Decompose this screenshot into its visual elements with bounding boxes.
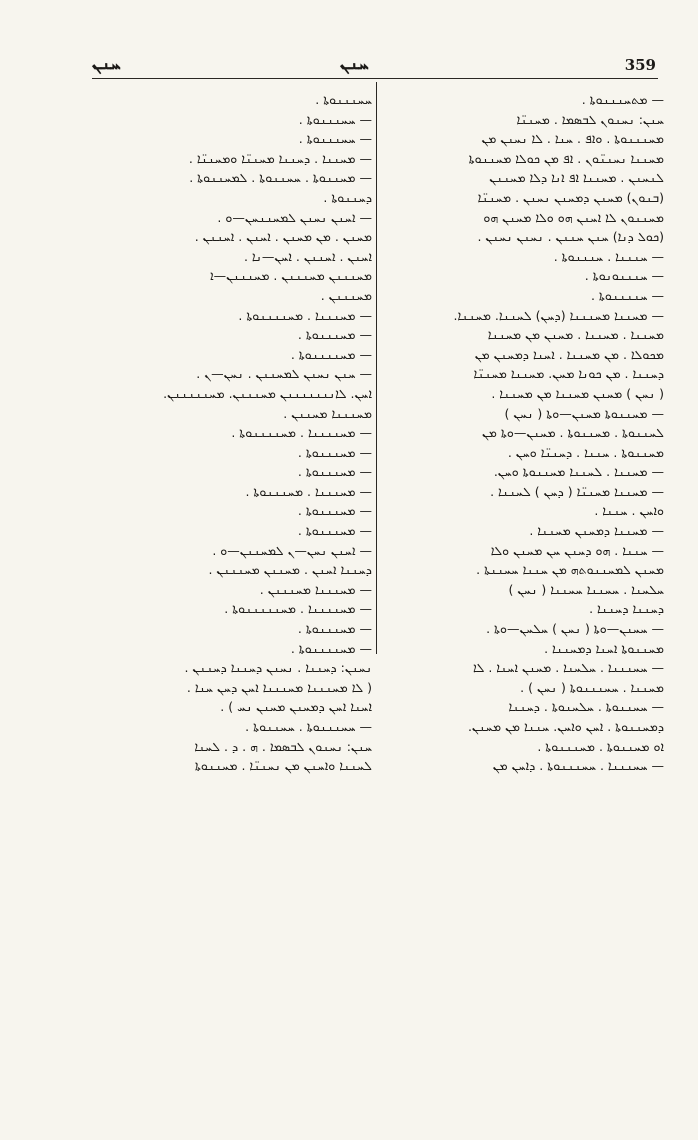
text-line: ܚܠܚܢܐ . ܚܚܢܢܐ ܚܚܢܢܐ ( ܢܚܢ )	[508, 581, 664, 597]
text-line: ܠܚܢܢܘܬܐ . ܡܚܢܢܘܬܐ . ܡܚܢܢ—ܘܬܐ ܡܢ	[481, 425, 664, 441]
text-line: ܡܚܢܢܢܘܬܐ . ܘܐܦ . ܚܢܐ . ܠܐ ܢܚܢܢ ܡܢ	[481, 131, 664, 147]
text-line: ܡܚܢܢܢܐ ܡܚܢܢܢ .	[283, 405, 372, 421]
text-line: — ܚܚܢܢܢܘܬܐ .	[298, 111, 372, 127]
text-line: ܡܚܢܢܐ ܢܚܢܢ̈ܘܢ . ܐܦ ܡܢ ܟܘܠܐ ܡܚܢܢܘܬܐ	[468, 150, 664, 166]
text-line: ܕܚܢܢܐ ܕܚܢܢܐ .	[589, 601, 664, 617]
right-column	[384, 90, 664, 776]
text-line: ܚܚܢܢܢܘܬܐ .	[315, 92, 372, 107]
text-line: — ܡܚܢܢܢܐ . ܡܚܢܢܢܘܬܐ .	[245, 483, 372, 499]
text-line: ܐܚܢܐ ܐܚܢ ܕܡܚܢܢ ܡܚܢܢ ܢܚ ) .	[220, 699, 372, 715]
text-line: — ܡܚܢܢܢܢܐ . ܡܚܢܢܢܢܢܘܬܐ .	[224, 601, 372, 617]
text-line: ܡܚܢܢܘܢ ܠܐ ܐܚܢܢ ܗܘ ܘܠܐ ܡܚܢܢ ܗܘ	[483, 209, 664, 225]
text-line: — ܚܢܢܐ . ܗܘ ܕܚܢܢ ܚܢ ܡܚܢܢ ܘܠܐ	[490, 542, 664, 558]
text-line: ܡܚܢܢܢܢ ܡܚܢܢܢܢ . ܡܚܢܢܢܢ—ܐ	[210, 268, 372, 284]
text-line: ܐܘ ܡܚܢܢܘܬܐ . ܡܚܢܢܢܘܬܐ .	[537, 738, 664, 754]
text-line: — ܚܚܢܢܢܐ . ܚܚܢܢܢܘܬܐ . ܕܐܚܢ ܡܢ	[492, 758, 664, 774]
text-line: ܕܚܢܢܘܬܐ .	[323, 189, 372, 205]
text-line: — ܚܚܢܢܘܬܐ . ܚܠܚܢܘܬܐ . ܕܚܢܢܐ	[508, 699, 664, 715]
text-line: — ܚܚܢܢܢܘܬܐ . ܚܚܢܢܘܬܐ .	[245, 719, 372, 734]
text-line: ܡܚܢܢܢܢ .	[320, 287, 372, 303]
text-line: — ܡܚܢܢܐ ܡܚܢܢ̈ܐ ( ܕܚܢ ) ܠܚܢܢܐ .	[490, 483, 664, 499]
text-line: — ܚܢܢܢܢܘܬܐ .	[590, 287, 664, 303]
text-line: ܕܡܚܢܢܘܬܐ . ܐܚܢ ܘܐܚܢ. ܚܢܢܐ ܡܢ ܡܚܢܢ.	[467, 719, 664, 734]
running-head-center: ܚܢܢ	[340, 54, 369, 74]
text-line: — ܡܬܚܢܢܢܘܬܐ .	[581, 92, 664, 107]
header-rule	[92, 78, 658, 79]
text-line: — ܡܚܢܢܐ ܡܚܢܢܢܐ (ܕܚܢ) ܠܚܢܢܐ. ܡܚܢܢܐ.	[453, 307, 664, 323]
page-header	[0, 0, 698, 74]
text-line: ܡܚܢܢ ܠܡܚܢܢܘܬܗ ܡܢ ܚܢܢܐ ܚܚܢܢܬܐ .	[476, 562, 664, 578]
text-line: ܡܚܢܢܐ . ܡܚܢܢܐ . ܡܚܢܢ ܡܢ ܡܚܢܢܐ	[487, 327, 664, 343]
text-line: ܕܚܢܢܐ . ܡܢ ܟܘܢܐ ܡܚܢ. ܡܚܢܢܐ ܡܚܢܢ̈ܐ	[473, 366, 664, 382]
text-line: (ܟܘܠ ܕܢܐ) ܚܢܢ ܚܢܢܢ . ܢܚܢܢ ܢܚܢܢ .	[477, 229, 664, 245]
text-line: — ܡܚܢܢܢܘܬܐ .	[297, 621, 372, 637]
text-line: ܡܚܢܢܘܬܐ ܐܚܢܐ ܕܡܚܢܢܐ .	[544, 640, 664, 656]
text-line: — ܡܚܢܢܢܐ . ܡܚܢܢܢܢܘܬܐ .	[238, 307, 372, 323]
text-line: ܕܚܢܢܐ ܐܚܢܢ . ܡܚܢܢܢ ܡܚܢܢܢܢ .	[208, 562, 372, 578]
text-line: — ܡܚܢܢܢܘܬܐ .	[297, 523, 372, 539]
text-line: ܘܐܚܢ . ܚܢܢܐ .	[594, 503, 664, 519]
text-line: — ܡܚܢܢܐ . ܠܚܢܢܐ ܡܚܢܢܘܬܐ ܘܚܢ.	[493, 464, 664, 480]
text-line: — ܐܚܢܢ ܢܚܢ—ܢ ܠܡܚܢܢܢ—ܘ .	[212, 542, 372, 558]
text-line: — ܡܚܢܢܢܐ ܡܚܢܢܢܢ .	[259, 581, 372, 597]
text-line: ܡܚܢܢ . ܡܢ ܡܚܢܢ . ܐܚܢܢ . ܐܚܢܢܢ .	[194, 229, 372, 245]
text-line: ܚܢܢ: ܢܚܢܘܢ ܠܒܣܡܐ . ܗ . ܕ . ܠܚܢܐ	[194, 738, 372, 754]
text-line: — ܚܚܢܢܢܘܬܐ .	[298, 131, 372, 147]
text-line: ܡܚܢܢܘܬܐ . ܚܢܢܐ . ܕܚܢܢ̈ܐ ܘܚܢ .	[507, 444, 664, 460]
text-line: (ܒܢܘܢ) ܡܚܢܢ ܕܡܚܢܢ ܢܚܢܢ . ܡܚܢܢ̈ܐ	[477, 189, 664, 205]
text-line: — ܡܚܢܢܐ ܕܡܚܢܢ ܡܚܢܢܐ .	[529, 523, 664, 539]
text-line: ܠܚܢܢܐ ܘܐܚܢܢ ܡܢ ܢܚܢܢ̈ܐ . ܡܚܢܢܘܬܐ	[194, 758, 372, 774]
text-line: — ܡܚܢܢܘܬܐ . ܚܚܢܢܘܬܐ . ܠܡܚܢܢܘܬܐ .	[189, 170, 372, 186]
text-line: — ܐܚܢܢ ܢܚܢܢ ܠܡܚܢܢܚܢ—ܘ .	[217, 209, 372, 225]
column-divider	[376, 82, 377, 654]
text-line: — ܡܚܢܢܢܘܬܐ .	[297, 503, 372, 519]
text-line: — ܡܚܢܢܘܬܐ ܡܚܢܢ—ܘܬܐ ( ܢܚܢ )	[504, 405, 664, 421]
text-line: — ܡܚܢܢܢܢܐ . ܡܚܢܢܢܢܘܬܐ .	[231, 425, 372, 441]
page-number: 359	[624, 56, 656, 74]
text-line: — ܡܚܢܢܢܘܬܐ .	[297, 444, 372, 460]
text-line: — ܡܚܢܢܢܘܬܐ .	[297, 464, 372, 480]
text-line: ܠܢܚܢܢ . ܡܚܢܢܐ ܐܦ ܐܢܐ ܕܠܐ ܡܚܢܢܢ	[489, 170, 664, 186]
text-line: ܚܢܢ: ܢܚܢܘܢ ܠܒܣܡܐ . ܡܚܢܢ̈ܐ	[516, 111, 664, 127]
text-line: ( ܢܚܢ ) ܡܚܢܢ ܡܚܢܢܐ ܡܢ ܡܚܢܢܐ .	[491, 385, 664, 401]
text-line: — ܡܚܢܢܢܘܬܐ .	[297, 327, 372, 343]
left-column	[90, 90, 372, 776]
text-line: — ܡܚܢܢܢܢܘܬܐ .	[290, 346, 372, 362]
text-line: — ܚܚܢܢܢܐ . ܚܠܚܢܐ . ܡܚܢܢ ܐܚܢܐ . ܠܐ	[472, 660, 664, 676]
text-line: — ܚܢܢ ܢܚܢܢ ܠܡܚܢܢܢ . ܢܚܢ—ܢ .	[196, 366, 372, 382]
text-line: ܡܟܘܠܐ . ܡܢ ܡܚܢܢܐ . ܐܚܢܐ ܕܡܚܢܢ ܡܢ	[474, 346, 664, 362]
text-line: — ܡܚܢܢܐ . ܕܚܢܢܐ ܡܚܢܢ̈ܐ ܘܡܚܢܢ̈ܐ .	[188, 150, 372, 166]
text-line: — ܚܢܢܢܐ . ܚܢܢܢܘܬܐ .	[553, 248, 664, 264]
text-line: — ܚܚܢܢ—ܘܬܐ ( ܢܚܢ ) ܚܠܚܢ—ܘܬܐ .	[486, 621, 664, 637]
text-line: ܢܚܢܢ: ܕܚܢܢܐ . ܢܚܢܢ ܕܚܢܢܐ ܕܚܢܢܢ .	[184, 660, 372, 676]
text-line: ( ܠܐ ܡܚܢܢܢܐ ܡܚܢܢܢܐ ܐܚܢ ܕܚܢ ܚܢܐ .	[186, 679, 372, 695]
text-line: ܡܚܢܢܐ . ܚܚܢܢܢܘܬܐ ( ܢܚܢ ) .	[520, 679, 664, 695]
text-line: ܐܚܢ. ܠܐܢܢܢܢܢܢܢܢ ܡܚܢܢܢܢ. ܡܚܢܢܢܢܢܢ.	[163, 385, 372, 401]
text-line: ܐܚܢܢ . ܐܚܢܢܢ . ܐܚܢ—ܢܐ .	[243, 248, 372, 264]
text-line: — ܡܚܢܢܢܢܘܬܐ .	[290, 640, 372, 656]
running-head-left: ܚܢܢ	[92, 54, 121, 74]
text-line: — ܚܢܢܢܘܢܘܬܐ .	[584, 268, 664, 284]
